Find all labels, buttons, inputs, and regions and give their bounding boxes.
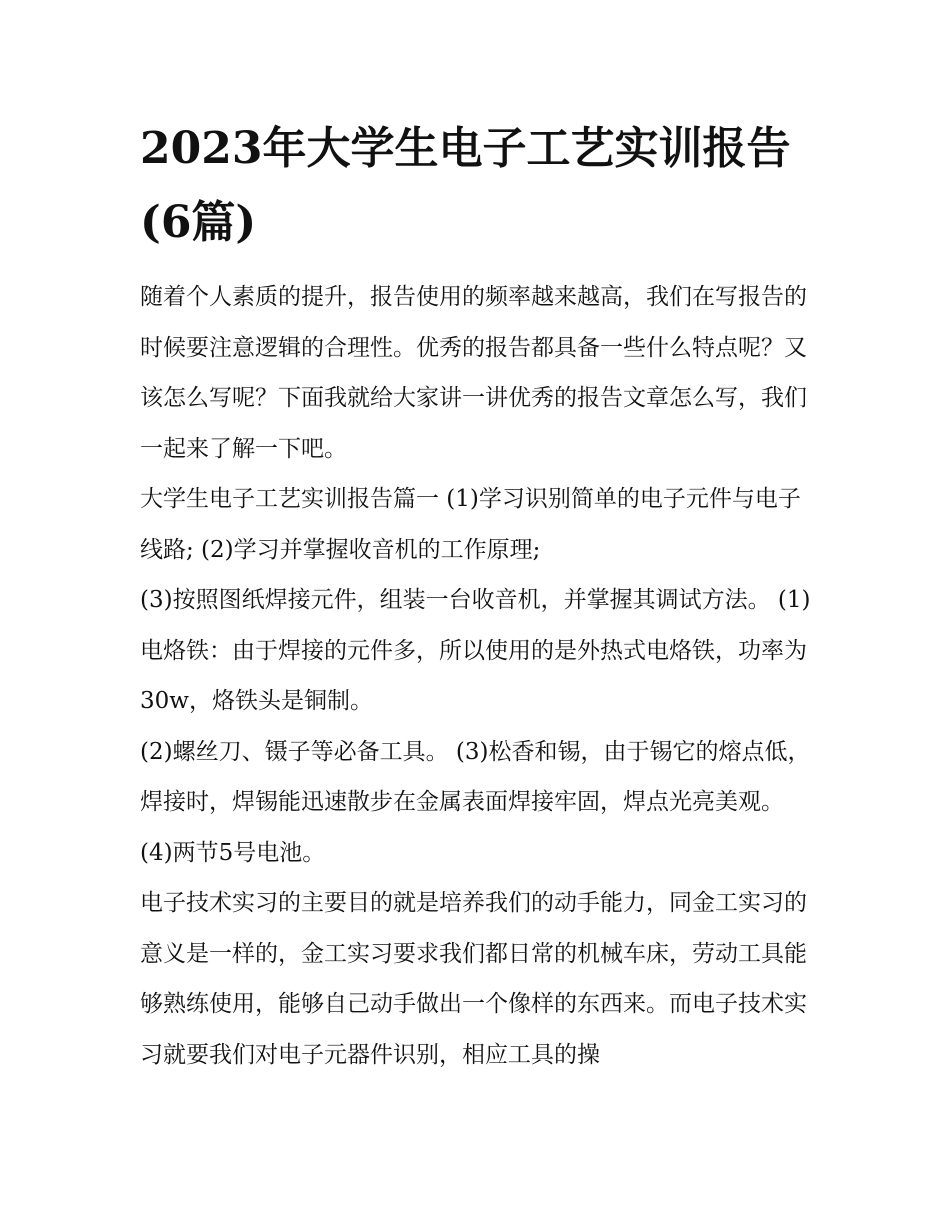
materials-paragraph: (2)螺丝刀、镊子等必备工具。 (3)松香和锡，由于锡它的熔点低，焊接时，焊锡能迅速散步在金属表面焊接牢固，焊点光亮美观。 (4)两节5号电池。 (140, 738, 811, 866)
section-one-paragraph: 大学生电子工艺实训报告篇一 (1)学习识别简单的电子元件与电子线路; (2)学习并掌握收音机的工作原理; (140, 486, 801, 563)
purpose-paragraph: 电子技术实习的主要目的就是培养我们的动手能力，同金工实习的意义是一样的，金工实习要求我们都日常的机械车床，劳动工具能够熟练使用，能够自己动手做出一个像样的东西来。而电子技术实习就要我们对电子元器件识别，相应工具的操 (140, 890, 807, 1068)
tools-paragraph: (3)按照图纸焊接元件，组装一台收音机，并掌握其调试方法。 (1)电烙铁：由于焊接的元件多，所以使用的是外热式电烙铁，功率为30w，烙铁头是铜制。 (140, 587, 811, 714)
document-body (140, 112, 815, 1080)
document-title: 2023年大学生电子工艺实训报告(6篇) (140, 123, 791, 248)
intro-paragraph: 随着个人素质的提升，报告使用的频率越来越高，我们在写报告的时候要注意逻辑的合理性。优秀的报告都具备一些什么特点呢？又该怎么写呢？下面我就给大家讲一讲优秀的报告文章怎么写，我们一起来了解一下吧。 (140, 284, 807, 462)
